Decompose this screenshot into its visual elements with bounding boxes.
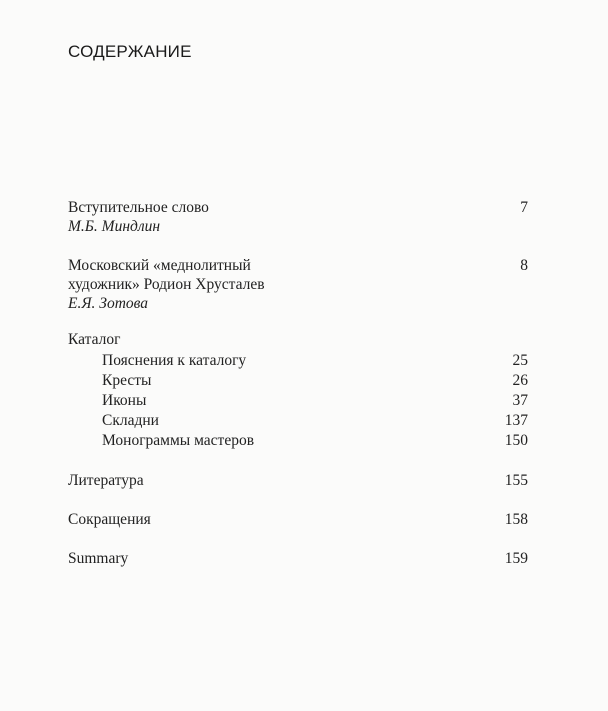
toc-subitem (68, 371, 528, 391)
toc-subitem-title: Монограммы мастеров (102, 432, 255, 449)
toc-entry-page: 8 (520, 257, 528, 274)
toc-subitem (68, 411, 528, 431)
toc-entry-page: 7 (520, 199, 528, 216)
toc-entry-title: Вступительное слово (68, 199, 209, 216)
toc-entry-title: Summary (68, 550, 129, 567)
toc-subitem-title: Иконы (102, 392, 147, 409)
toc-subitem-title: Складни (102, 412, 159, 429)
toc-entry-title-line-1: Московский «меднолитный (68, 257, 251, 274)
toc-entry-moscow (68, 256, 528, 314)
toc-subitem (68, 351, 528, 371)
toc-subitem (68, 391, 528, 411)
toc-subitem-title: Пояснения к каталогу (102, 352, 247, 369)
toc-subitem-page: 137 (504, 412, 528, 429)
toc-entry-intro (68, 198, 528, 237)
toc-subitem-page: 150 (504, 432, 528, 449)
toc-entry-summary (68, 549, 528, 568)
toc-entry-literature (68, 471, 528, 490)
toc-entry-author: Е.Я. Зотова (68, 295, 149, 312)
toc-entry-title: Сокращения (68, 511, 151, 528)
table-of-contents (68, 198, 528, 584)
page-heading: СОДЕРЖАНИЕ (68, 42, 192, 61)
toc-entry-title: Каталог (68, 331, 121, 348)
toc-subitem-page: 26 (512, 372, 528, 389)
toc-subitem-page: 25 (512, 352, 528, 369)
toc-subitem (68, 431, 528, 451)
toc-entry-catalog (68, 330, 528, 451)
toc-subitem-list (68, 351, 528, 451)
toc-entry-page: 158 (504, 511, 528, 528)
toc-entry-title: Литература (68, 472, 144, 489)
toc-subitem-title: Кресты (102, 372, 152, 389)
toc-entry-title-line-2: художник» Родион Хрусталев (68, 276, 265, 293)
toc-entry-page: 159 (504, 550, 528, 567)
toc-entry-author: М.Б. Миндлин (68, 218, 161, 235)
toc-entry-abbreviations (68, 510, 528, 529)
toc-entry-page: 155 (504, 472, 528, 489)
toc-subitem-page: 37 (512, 392, 528, 409)
